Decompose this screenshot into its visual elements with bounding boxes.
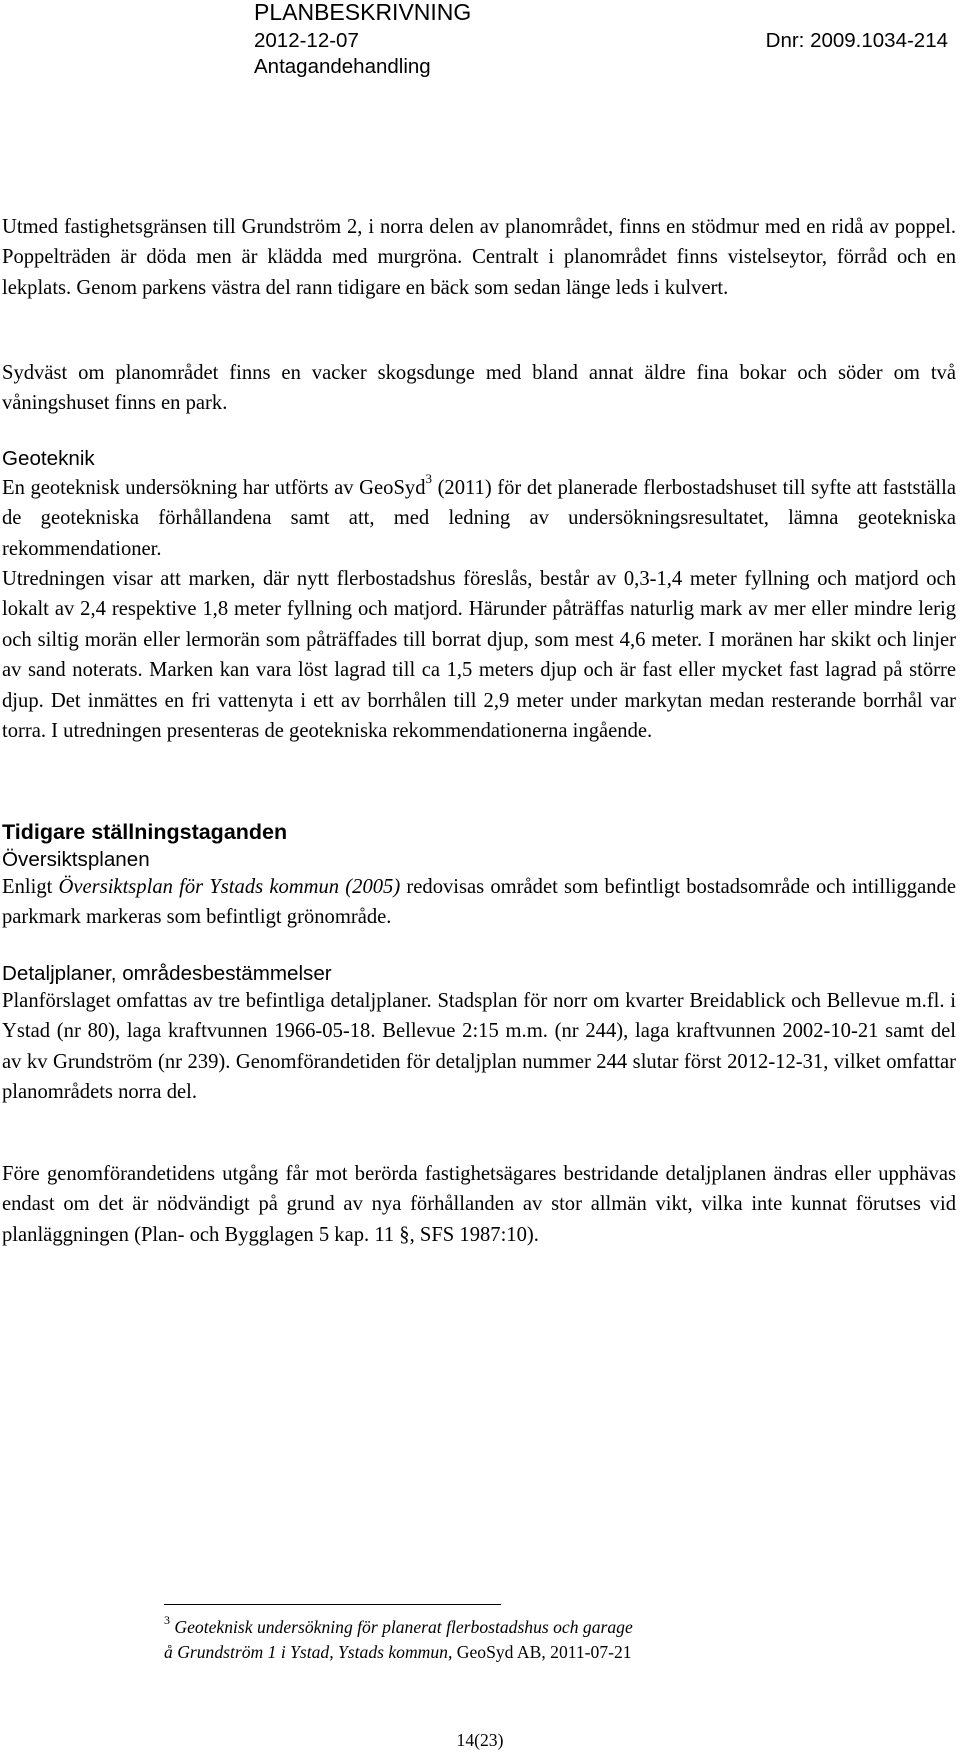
paragraph-geoteknik-results: Utredningen visar att marken, där nytt flerbostadshus föreslås, består av 0,3-1,4 meter fyllning och matjord och lokalt av 2,4 respektive 1,8 meter fyllning och matjord. Härunder påträffas naturlig mark av mer eller mindre lerig och siltig morän eller lermorän som påträffades till borrat djup, som mest 4,6 meter. I moränen har skikt och linjer av sand noterats. Marken kan vara löst lagrad till ca 1,5 meters djup och är fast eller mycket fast lagrad på större djup. Det inmättes en fri vattenyta i ett av borrhålen till 2,9 meter under markytan medan resterande borrhål var torra. I utredningen presenteras de geotekniska rekommendationerna ingående.	[2, 568, 956, 743]
oversikt-text-start: Enligt	[2, 876, 59, 898]
footnote-line-1	[164, 1614, 924, 1640]
heading-detaljplaner: Detaljplaner, områdesbestämmelser	[2, 962, 332, 985]
heading-tidigare-stallningstaganden: Tidigare ställningstaganden	[2, 820, 288, 844]
document-registration-number: Dnr: 2009.1034-214	[765, 29, 948, 52]
geoteknik-text-before-ref: En geoteknisk undersökning har utförts av GeoSyd	[2, 477, 426, 499]
paragraph-detaljplaner: Planförslaget omfattas av tre befintliga detaljplaner. Stadsplan för norr om kvarter Breidablick och Bellevue m.fl. i Ystad (nr 80), laga kraftvunnen 1966-05-18. Bellevue 2:15 m.m. (nr 244), laga kraftvunnen 2002-10-21 samt del av kv Grundström (nr 239). Genomförandetiden för detaljplan nummer 244 slutar först 2012-12-31, vilket omfattar planområdets norra del.	[2, 990, 956, 1104]
oversikt-text-end: redovisas området som befintligt bostadsområde och intilliggande parkmark markeras som befintligt grönområde.	[2, 876, 956, 929]
document-date: 2012-12-07	[254, 29, 359, 52]
oversiktsplan-title: Översiktsplan för Ystads kommun (2005)	[58, 876, 401, 898]
page-number: 14(23)	[456, 1730, 504, 1750]
paragraph-geoteknik-intro	[2, 473, 956, 564]
document-type-title: PLANBESKRIVNING	[254, 0, 472, 25]
footnote-title-part2: å Grundström 1 i Ystad, Ystads kommun,	[164, 1642, 453, 1662]
geoteknik-text-after-ref: (2011) för det planerade flerbostadshuset till syfte att fastställa de geotekniska förhållandena samt att, med ledning av undersökningsresultatet, lämna geotekniska rekommendationer.	[2, 477, 956, 560]
paragraph-genomforandetid: Före genomförandetidens utgång får mot berörda fastighetsägares bestridande detaljplanen ändras eller upphävas endast om det är nödvändigt på grund av nya förhållanden av stor allmän vikt, vilka inte kunnat förutses vid planläggningen (Plan- och Bygglagen 5 kap. 11 §, SFS 1987:10).	[2, 1163, 956, 1246]
document-status: Antagandehandling	[254, 55, 431, 78]
footnote-number: 3	[164, 1613, 170, 1628]
footnote-title-part1: Geoteknisk undersökning för planerat flerbostadshus och garage	[174, 1617, 633, 1637]
footnote-source: GeoSyd AB, 2011-07-21	[452, 1642, 632, 1662]
footnote-separator	[164, 1604, 501, 1605]
footnote-line-2	[164, 1639, 924, 1665]
paragraph-skogsdunge: Sydväst om planområdet finns en vacker skogsdunge med bland annat äldre fina bokar och söder om två våningshuset finns en park.	[2, 362, 956, 415]
heading-geoteknik: Geoteknik	[2, 447, 95, 470]
footnote-reference: 3	[425, 471, 432, 487]
paragraph-stodmur: Utmed fastighetsgränsen till Grundström 2, i norra delen av planområdet, finns en stödmur med en ridå av poppel. Poppelträden är döda men är klädda med murgröna. Centralt i planområdet finns vistelseytor, förråd och en lekplats. Genom parkens västra del rann tidigare en bäck som sedan länge leds i kulvert.	[2, 216, 956, 299]
heading-oversiktsplanen: Översiktsplanen	[2, 848, 150, 871]
paragraph-oversiktsplanen	[2, 872, 956, 933]
